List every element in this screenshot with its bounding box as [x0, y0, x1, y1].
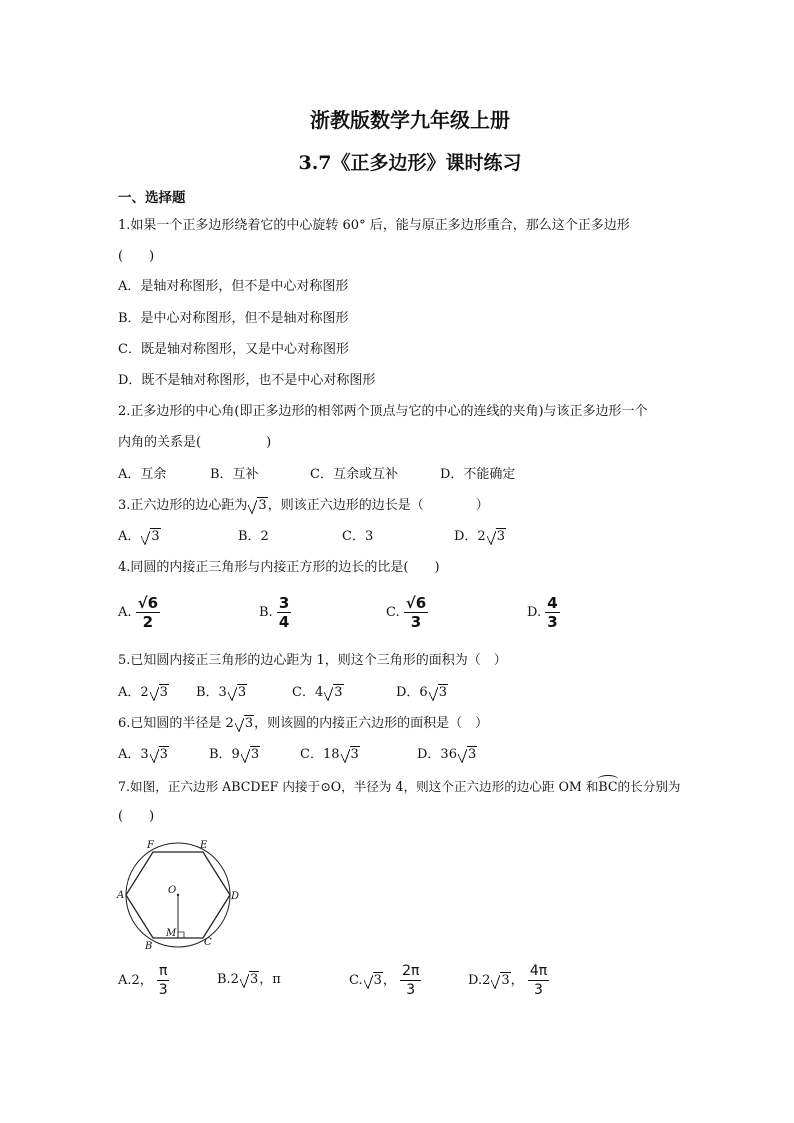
fraction	[277, 594, 291, 631]
q1-blank: ( )	[118, 249, 155, 264]
radicand: 3	[159, 685, 168, 700]
hexagon-figure	[116, 836, 246, 954]
q4-option-c	[386, 594, 428, 631]
q6-option-a-label: A．3	[118, 747, 149, 762]
sqrt-symbol	[341, 746, 360, 764]
sqrt-symbol	[324, 684, 343, 702]
q7-option-c-label: C.	[349, 972, 363, 988]
q2-option-c: C．互余或互补	[310, 467, 398, 482]
q6-option-d	[417, 746, 477, 764]
q6-option-c-label: C．18	[300, 747, 340, 762]
denominator: 3	[406, 982, 416, 998]
q4-option-c-label: C.	[386, 604, 400, 620]
sqrt-symbol	[458, 746, 477, 764]
q7-option-d	[468, 962, 549, 999]
q1-option-b: B．是中心对称图形，但不是轴对称图形	[118, 311, 349, 326]
radicand: 3	[438, 685, 447, 700]
q1-option-d: D．既不是轴对称图形，也不是中心对称图形	[118, 373, 376, 388]
numerator: π	[158, 963, 168, 979]
denominator: 2	[142, 613, 154, 631]
sqrt-symbol	[241, 746, 260, 764]
label-o: O	[168, 885, 177, 896]
q4-stem: 4.同圆的内接正三角形与内接正方形的边长的比是( )	[118, 560, 440, 575]
fraction	[400, 962, 421, 999]
numerator: 4π	[529, 963, 548, 979]
label-m: M	[166, 928, 177, 939]
sqrt-symbol	[248, 497, 267, 515]
q2-option-a: A．互余	[118, 467, 167, 482]
q3-option-d	[454, 528, 506, 546]
q7-option-a	[118, 962, 169, 999]
sqrt-symbol	[491, 972, 510, 990]
radicand: 3	[249, 972, 259, 987]
arc-symbol	[598, 778, 617, 796]
q5-option-b	[196, 684, 247, 702]
denominator: 3	[410, 613, 422, 631]
denominator: 3	[158, 982, 168, 998]
q5-option-a-label: A．2	[118, 685, 149, 700]
fraction	[545, 594, 559, 631]
q3-option-d-label: D．2	[454, 529, 486, 544]
q7-option-b-post: ，π	[259, 972, 281, 987]
q7-stem-post: 的长分别为	[617, 779, 681, 794]
q6-stem-post: ，则该圆的内接正六边形的面积是（ ）	[254, 716, 489, 731]
q4-option-d-label: D.	[527, 604, 542, 620]
q6-stem-pre: 6.已知圆的半径是 2	[118, 716, 234, 731]
q3-option-b: B．2	[238, 529, 269, 544]
q4-option-b	[259, 594, 291, 631]
q6-option-a	[118, 746, 169, 764]
q7-option-b-label: B.2	[217, 972, 239, 987]
denominator: 3	[534, 982, 543, 998]
sqrt-symbol	[141, 528, 160, 546]
q1-option-a: A．是轴对称图形，但不是中心对称图形	[118, 279, 349, 294]
q6-stem	[118, 715, 488, 733]
q6-option-c	[300, 746, 360, 764]
right-angle-mark	[178, 932, 184, 938]
radicand: 3	[250, 747, 260, 762]
label-c: C	[204, 937, 212, 948]
q3-stem-pre: 3.正六边形的边心距为	[118, 498, 248, 513]
q4-option-d	[527, 594, 560, 631]
q5-option-d	[396, 684, 448, 702]
q3-option-a-label: A．	[118, 529, 141, 544]
q6-option-b	[209, 746, 260, 764]
sqrt-symbol	[150, 684, 169, 702]
numerator: 3	[278, 594, 290, 612]
q5-stem: 5.已知圆内接正三角形的边心距为 1，则这个三角形的面积为（ ）	[118, 653, 507, 668]
q2-option-b: B．互补	[210, 467, 259, 482]
sqrt-symbol	[429, 684, 448, 702]
q1-option-c: C．既是轴对称图形，又是中心对称图形	[118, 342, 349, 357]
q2-stem-line1: 2.正多边形的中心角(即正多边形的相邻两个顶点与它的中心的连线的夹角)与该正多边形一个	[118, 404, 648, 419]
denominator: 3	[547, 613, 558, 631]
q6-option-d-label: D．36	[417, 747, 457, 762]
numerator: 2π	[402, 963, 420, 979]
q3-stem-radicand: 3	[258, 498, 267, 513]
q7-stem	[118, 778, 681, 796]
q3-option-a	[118, 528, 161, 546]
sqrt-symbol	[240, 971, 259, 989]
q7-option-d-label: D.2	[468, 972, 491, 988]
q2-option-d: D．不能确定	[440, 467, 516, 482]
fraction	[157, 962, 169, 999]
section-heading: 一、选择题	[118, 190, 186, 206]
q7-option-b	[217, 971, 281, 989]
radicand: 3	[334, 685, 343, 700]
numerator: 4	[547, 594, 558, 612]
sqrt-symbol	[487, 528, 506, 546]
q6-option-b-label: B．9	[209, 747, 240, 762]
q2-stem-line2: 内角的关系是( )	[118, 435, 272, 450]
q3-option-d-radicand: 3	[496, 529, 505, 544]
fraction	[528, 962, 549, 999]
q5-option-b-label: B．3	[196, 685, 227, 700]
q7-option-a-label: A.2，	[118, 972, 153, 988]
q3-stem-post: ，则该正六边形的边长是（ ）	[267, 498, 489, 513]
q4-option-b-label: B.	[259, 604, 273, 620]
q5-option-c	[292, 684, 344, 702]
sqrt-symbol	[150, 746, 169, 764]
radicand: 3	[350, 747, 359, 762]
label-e: E	[200, 840, 208, 851]
q7-stem-pre: 7.如图，正六边形 ABCDEF 内接于⊙O，半径为 4，则这个正六边形的边心距 OM 和	[118, 779, 599, 794]
sqrt-symbol	[228, 684, 247, 702]
fraction	[136, 594, 160, 631]
q7-arc-label: BC	[598, 779, 618, 794]
separator: ，	[382, 972, 396, 988]
denominator: 4	[278, 613, 290, 631]
q3-option-a-radicand: 3	[151, 529, 160, 544]
q5-option-d-label: D．6	[396, 685, 428, 700]
center-point	[177, 894, 179, 896]
numerator: √6	[405, 594, 427, 612]
radicand: 3	[237, 685, 247, 700]
q7-option-c	[349, 962, 421, 999]
numerator: √6	[137, 594, 159, 612]
q3-stem	[118, 497, 489, 515]
label-f: F	[147, 840, 154, 851]
radicand: 3	[373, 972, 382, 988]
fraction	[404, 594, 428, 631]
sqrt-symbol	[364, 972, 383, 990]
label-a: A	[117, 890, 125, 901]
q4-option-a	[118, 594, 160, 631]
document-subtitle: 3.7《正多边形》课时练习	[298, 152, 522, 174]
separator: ，	[510, 972, 524, 988]
q1-stem: 1.如果一个正多边形绕着它的中心旋转 60° 后，能与原正多边形重合，那么这个正多边形	[118, 218, 630, 233]
q3-option-c: C．3	[342, 529, 374, 544]
q5-option-a	[118, 684, 169, 702]
label-b: B	[145, 941, 153, 952]
q4-option-a-label: A.	[118, 604, 132, 620]
sqrt-symbol	[235, 715, 254, 733]
q5-option-c-label: C．4	[292, 685, 324, 700]
q7-blank: ( )	[118, 809, 155, 824]
label-d: D	[231, 891, 240, 902]
q6-stem-radicand: 3	[244, 716, 254, 731]
radicand: 3	[159, 747, 168, 762]
radicand: 3	[467, 747, 477, 762]
document-title: 浙教版数学九年级上册	[310, 108, 510, 132]
radicand: 3	[501, 972, 510, 988]
